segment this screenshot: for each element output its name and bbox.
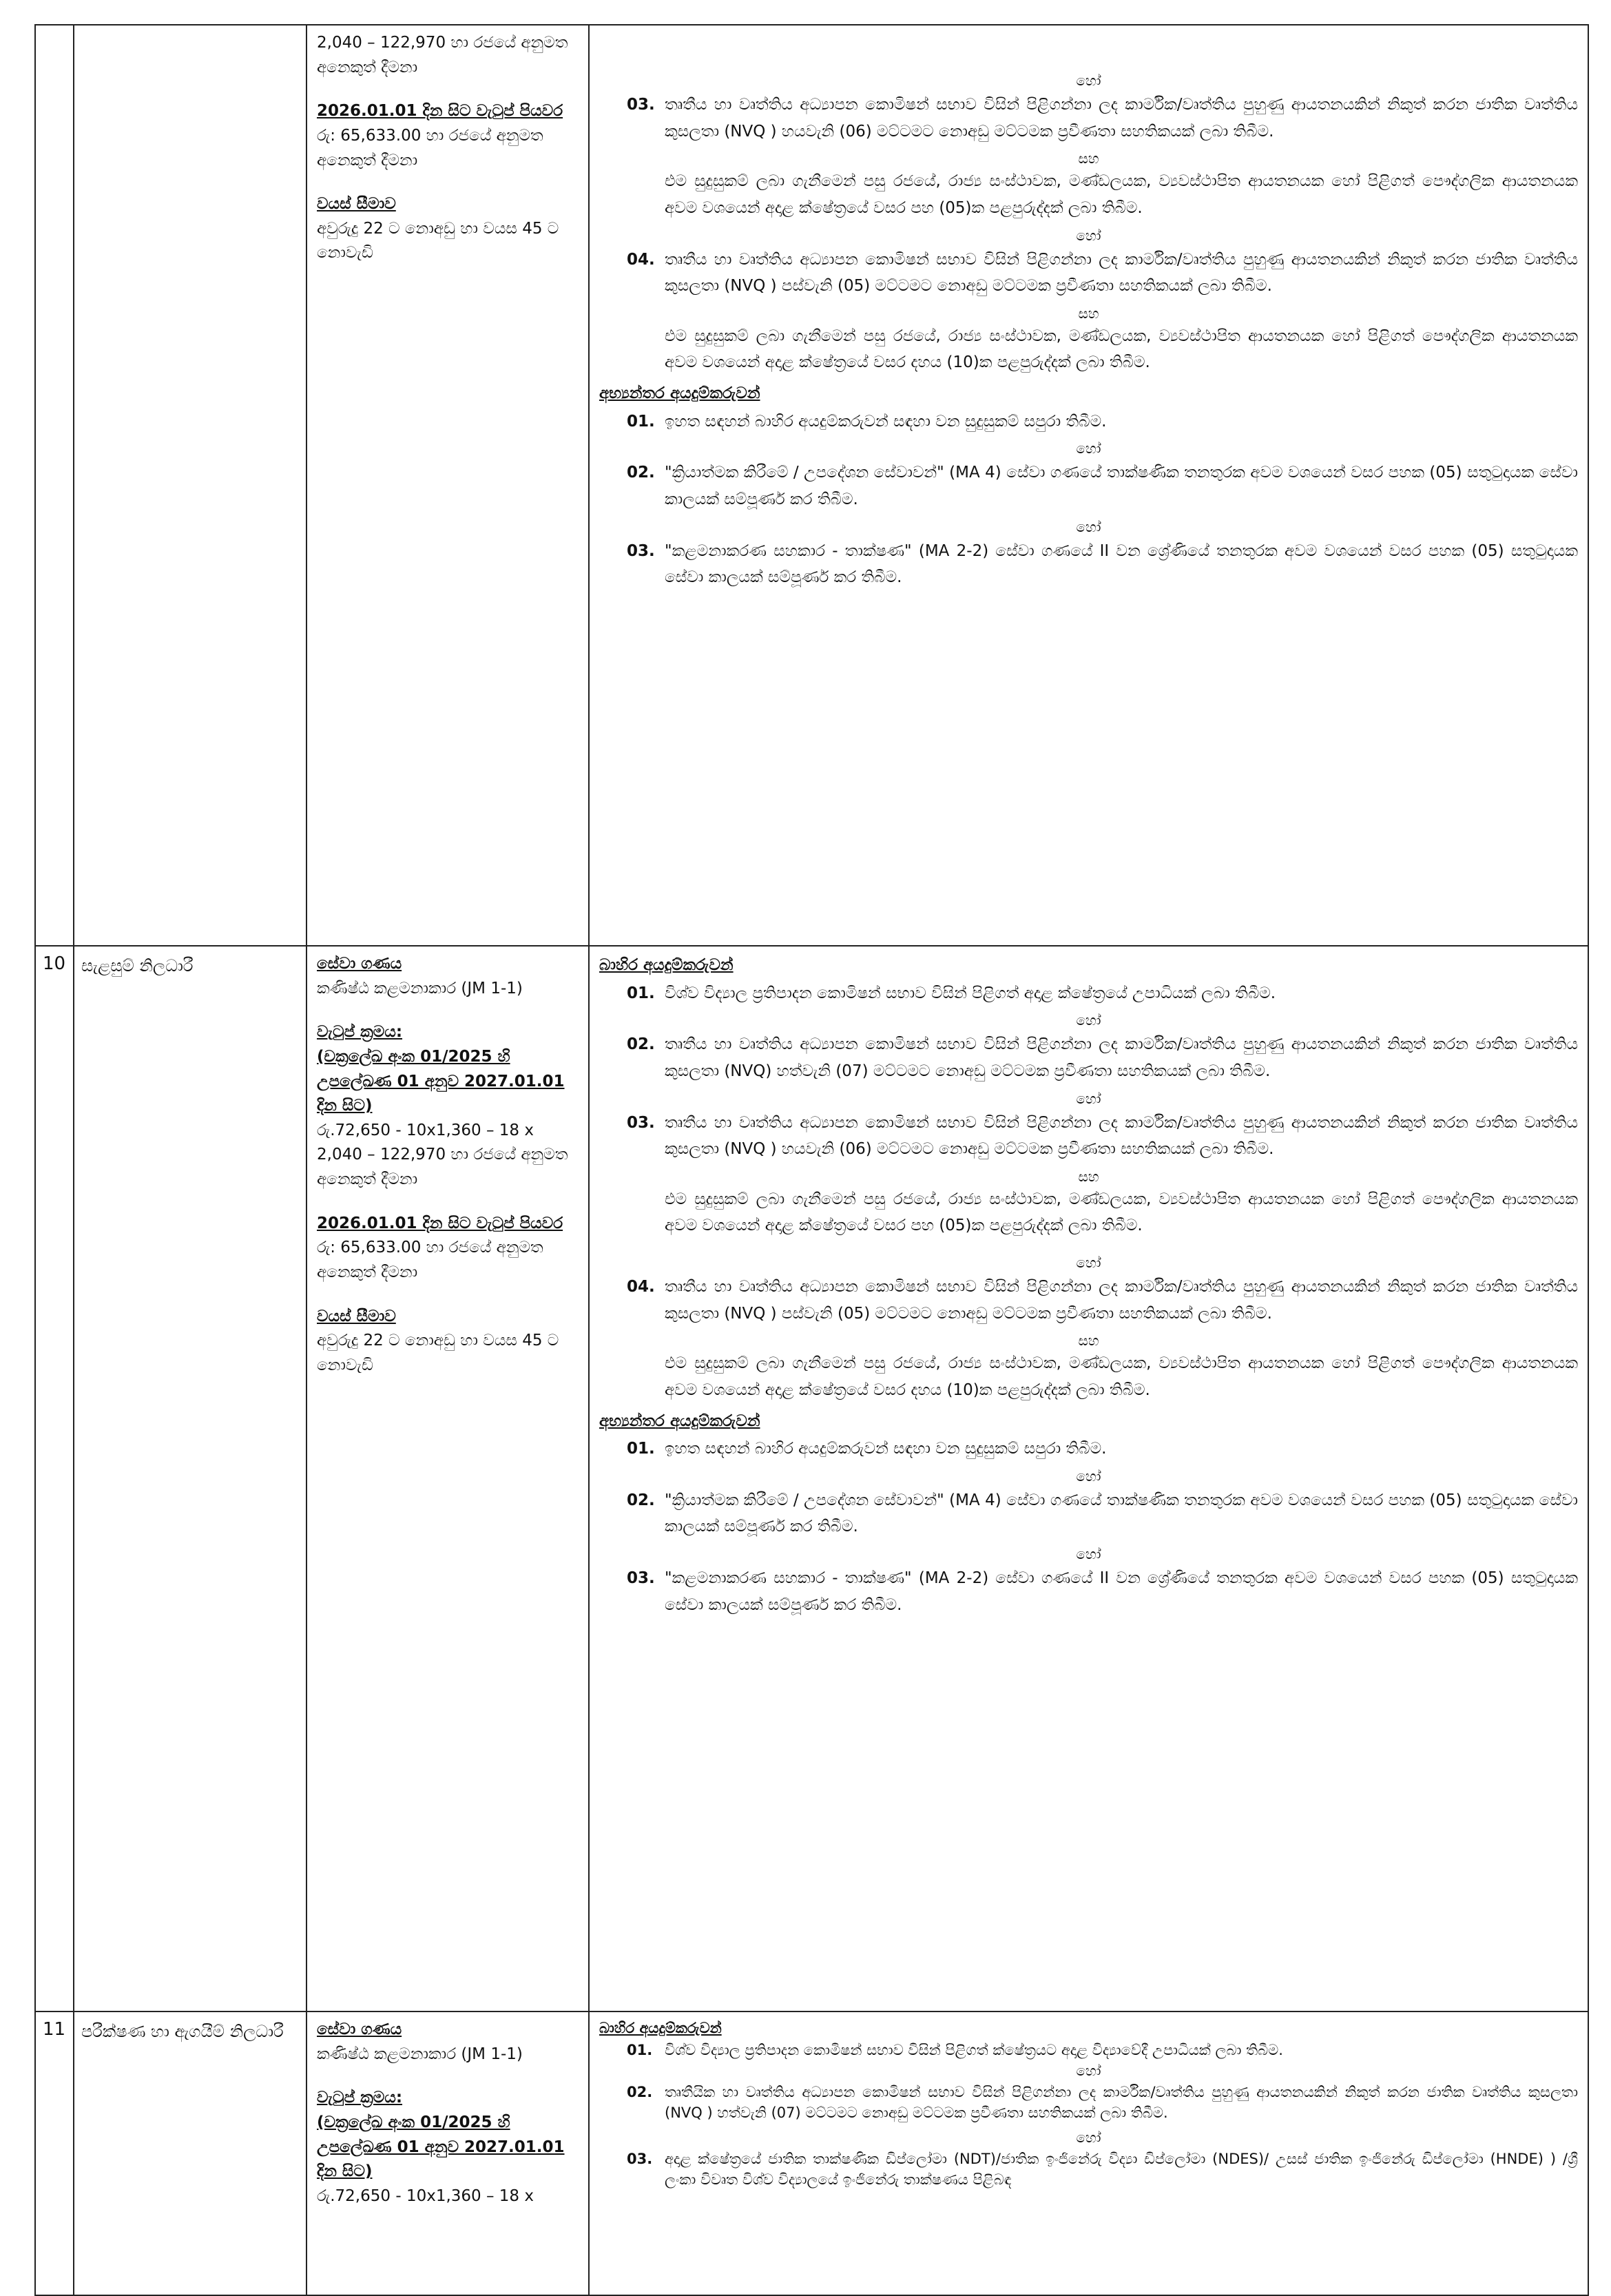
qualifications-cell: [589, 25, 1588, 946]
qualifications-cell: [589, 2011, 1588, 2295]
item-number: 01.: [627, 1440, 655, 1458]
or-separator: හෝ: [1076, 440, 1101, 457]
row-number: 10: [35, 946, 74, 2011]
item-number: 01.: [627, 984, 655, 1002]
or-separator: හෝ: [1076, 518, 1101, 535]
list-item: [599, 1565, 1578, 1618]
item-number: 03.: [627, 541, 655, 560]
salary-circular-note: (චක්‍රලේඛ අංක 01/2025 හි උපලේඛණ 01 අනුව 2027.01.01 දින සිට): [317, 2113, 565, 2181]
service-category-value: කණිෂ්ඨ කළමනාකාර (JM 1-1): [317, 979, 523, 997]
salary-scale: රු.72,650 - 10x1,360 – 18 x: [317, 2186, 534, 2205]
row-number: 11: [35, 2011, 74, 2295]
item-text: තෘතීය හා වෘත්තිය අධ්‍යාපන කොමිෂන් සභාව විසින් පිළිගන්නා ලද කාර්මික/වෘත්තිය පුහුණු ආයතනයකින් නිකුත් කරන ජාතික වෘත්තිය කුසලතා (NVQ ) පස්වැනි (05) මට්ටමට නොඅඩු මට්ටමක ප්‍රවීණතා සහතිකයක් ලබා තිබීම.: [665, 1278, 1578, 1323]
salary-2026-heading: 2026.01.01 දින සිට වැටුප් පියවර: [317, 1214, 563, 1232]
salary-circular-note: (චක්‍රලේඛ අංක 01/2025 හි උපලේඛණ 01 අනුව 2027.01.01 දින සිට): [317, 1047, 565, 1115]
or-separator: හෝ: [1076, 72, 1101, 89]
salary-2026-text: රු: 65,633.00 හා රජයේ අනුමත අනෙකුත් දීමනා: [317, 126, 543, 169]
post-name: පරීක්ෂණ හා ඇගයීම් නිලධාරී: [74, 2011, 306, 2295]
salary-cell: [306, 946, 589, 2011]
item-number: 01.: [627, 412, 655, 431]
item-text: "කළමනාකරණ සහකාර - තාක්ෂණ" (MA 2-2) සේවා ගණයේ II වන ශ්‍රේණියේ තනතුරක අවම වශයෙන් වසර පහක (05) සතුටුදායක සේවා කාලයක් සම්පූර්ණ කර තිබීම.: [665, 541, 1579, 587]
age-limit-text: අවුරුදු 22 ට නොඅඩු හා වයස 45 ට නොවැඩි: [317, 219, 559, 262]
table-row: [35, 2011, 1588, 2295]
post-cell: [74, 25, 306, 946]
qualifications-table: [34, 24, 1589, 2296]
service-category-heading: සේවා ගණය: [317, 2020, 402, 2038]
salary-scheme-heading: වැටුප් ක්‍රමය:: [317, 2089, 403, 2107]
salary-scale: රු.72,650 - 10x1,360 – 18 x 2,040 – 122,970 හා රජයේ අනුමත අනෙකුත් දීමනා: [317, 1121, 568, 1189]
item-text: විශ්ව විද්‍යාල ප්‍රතිපාදන කොමිෂන් සභාව විසින් පිළිගත් ක්ෂේත්‍රයට අදාළ විද්‍යාවේදී උපාධියක් ලබා තිබීම.: [665, 2042, 1283, 2059]
or-separator: හෝ: [1076, 1546, 1101, 1562]
list-item: [599, 1487, 1578, 1540]
list-item: [599, 2149, 1578, 2191]
or-separator: හෝ: [1076, 1012, 1101, 1029]
table-row: [35, 946, 1588, 2011]
or-separator: හෝ: [1076, 2129, 1101, 2146]
item-number: 01.: [627, 2042, 653, 2059]
or-separator: හෝ: [1076, 227, 1101, 244]
item-text: තෘතීය හා වෘත්තිය අධ්‍යාපන කොමිෂන් සභාව විසින් පිළිගන්නා ලද කාර්මික/වෘත්තිය පුහුණු ආයතනයකින් නිකුත් කරන ජාතික වෘත්තිය කුසලතා (NVQ ) පස්වැනි (05) මට්ටමට නොඅඩු මට්ටමක ප්‍රවීණතා සහතිකයක් ලබා තිබීම.: [665, 250, 1578, 296]
item-number: 02.: [627, 1035, 655, 1054]
item-number: 02.: [627, 464, 655, 482]
list-item: [599, 1110, 1578, 1163]
age-limit-heading: වයස් සීමාව: [317, 1307, 396, 1325]
or-separator: හෝ: [1076, 1254, 1101, 1271]
number-cell: [35, 25, 74, 946]
item-number: 02.: [627, 2083, 653, 2100]
or-separator: හෝ: [1076, 1467, 1101, 1485]
list-item: [599, 92, 1578, 145]
table-row: [35, 25, 1588, 946]
item-number: 03.: [627, 1113, 655, 1132]
list-item: [599, 459, 1578, 513]
list-item: [599, 538, 1578, 591]
item-number: 03.: [627, 96, 655, 114]
salary-cell: [306, 2011, 589, 2295]
internal-applicants-heading: අභ්‍යන්තර අයදුම්කරුවන්: [599, 384, 760, 402]
item-number: 04.: [627, 1278, 655, 1296]
list-item: [599, 1436, 1578, 1462]
list-item: [599, 980, 1578, 1007]
or-separator: හෝ: [1076, 1090, 1101, 1107]
item-text: අදාළ ක්ෂේත්‍රයේ ජාතික තාක්ෂණික ඩිප්ලෝමා (NDT)/ජාතික ඉංජිනේරු විද්‍යා ඩිප්ලෝමා (NDES)/ උසස් ජාතික ඉංජිනේරු ඩිප්ලෝමා (HNDE) ) /ශ්‍රී ලංකා විවෘත විශ්ව විද්‍යාලයේ ඉංජිනේරු තාක්ෂණය පිළිබඳ: [665, 2150, 1578, 2189]
and-separator: සහ: [1078, 304, 1099, 322]
or-separator: හෝ: [1076, 2062, 1101, 2079]
age-limit-text: අවුරුදු 22 ට නොඅඩු හා වයස 45 ට නොවැඩි: [317, 1332, 559, 1374]
item-text: එම සුදුසුකම් ලබා ගැනීමෙන් පසු රජයේ, රාජ්‍ය සංස්ථාවක, මණ්ඩලයක, ව්‍යවස්ථාපිත ආයතනයක හෝ පිළිගත් පෞද්ගලික ආයතනයක අවම වශයෙන් අදාළ ක්ෂේත්‍රයේ වසර පහ (05)ක පළපුරුද්දක් ලබා තිබීම.: [665, 172, 1578, 217]
item-text: එම සුදුසුකම් ලබා ගැනීමෙන් පසු රජයේ, රාජ්‍ය සංස්ථාවක, මණ්ඩලයක, ව්‍යවස්ථාපිත ආයතනයක හෝ පිළිගත් පෞද්ගලික ආයතනයක අවම වශයෙන් අදාළ ක්ෂේත්‍රයේ වසර දහය (10)ක පළපුරුද්දක් ලබා තිබීම.: [665, 1354, 1578, 1399]
external-applicants-heading: බාහිර අයදුම්කරුවන්: [599, 2020, 722, 2036]
salary-cell: [306, 25, 589, 946]
list-item: [599, 1274, 1578, 1327]
item-text: ඉහත සඳහන් බාහිර අයදුම්කරුවන් සඳහා වන සුදුසුකම් සපුරා තිබීම.: [665, 1440, 1107, 1458]
item-text: එම සුදුසුකම් ලබා ගැනීමෙන් පසු රජයේ, රාජ්‍ය සංස්ථාවක, මණ්ඩලයක, ව්‍යවස්ථාපිත ආයතනයක හෝ පිළිගත් පෞද්ගලික ආයතනයක අවම වශයෙන් අදාළ ක්ෂේත්‍රයේ වසර පහ (05)ක පළපුරුද්දක් ලබා තිබීම.: [665, 1190, 1578, 1235]
item-number: 03.: [627, 1569, 655, 1587]
salary-scale-tail: 2,040 – 122,970 හා රජයේ අනුමත අනෙකුත් දීමනා: [317, 34, 568, 76]
item-text: විශ්ව විද්‍යාල ප්‍රතිපාදන කොමිෂන් සභාව විසින් පිළිගත් අදාළ ක්ෂේත්‍රයේ උපාධියක් ලබා තිබීම.: [665, 984, 1276, 1002]
item-text: "ක්‍රියාත්මක කිරීමේ / උපදේශන සේවාවන්" (MA 4) සේවා ගණයේ තාක්ෂණික තනතුරක අවම වශයෙන් වසර පහක (05) සතුටුදායක සේවා කාලයක් සම්පූර්ණ කර තිබීම.: [665, 464, 1578, 508]
salary-2026-text: රු: 65,633.00 හා රජයේ අනුමත අනෙකුත් දීමනා: [317, 1239, 543, 1282]
list-item: [599, 2082, 1578, 2124]
internal-applicants-heading: අභ්‍යන්තර අයදුම්කරුවන්: [599, 1411, 760, 1430]
list-item: [599, 1031, 1578, 1084]
item-text: "කළමනාකරණ සහකාර - තාක්ෂණ" (MA 2-2) සේවා ගණයේ II වන ශ්‍රේණියේ තනතුරක අවම වශයෙන් වසර පහක (05) සතුටුදායක සේවා කාලයක් සම්පූර්ණ කර තිබීම.: [665, 1569, 1579, 1614]
item-text: තෘතීය හා වෘත්තිය අධ්‍යාපන කොමිෂන් සභාව විසින් පිළිගන්නා ලද කාර්මික/වෘත්තිය පුහුණු ආයතනයකින් නිකුත් කරන ජාතික වෘත්තිය කුසලතා (NVQ ) හයවැනි (06) මට්ටමට නොඅඩු මට්ටමක ප්‍රවීණතා සහතිකයක් ලබා තිබීම.: [665, 1113, 1578, 1159]
and-separator: සහ: [1078, 150, 1099, 167]
service-category-value: කණිෂ්ඨ කළමනාකාර (JM 1-1): [317, 2045, 523, 2063]
item-text: තෘතීය හා වෘත්තිය අධ්‍යාපන කොමිෂන් සභාව විසින් පිළිගන්නා ලද කාර්මික/වෘත්තිය පුහුණු ආයතනයකින් නිකුත් කරන ජාතික වෘත්තිය කුසලතා (NVQ ) හයවැනි (06) මට්ටමට නොඅඩු මට්ටමක ප්‍රවීණතා සහතිකයක් ලබා තිබීම.: [665, 96, 1578, 141]
item-number: 02.: [627, 1491, 655, 1509]
list-item: [599, 247, 1578, 300]
item-text: තෘතීයික හා වෘත්තිය අධ්‍යාපන කොමිෂන් සභාව විසින් පිළිගන්නා ලද කාර්මික/වෘත්තිය පුහුණු ආයතනයකින් නිකුත් කරන ජාතික වෘත්තිය කුසලතා (NVQ ) හත්වැනි (07) මට්ටමට නොඅඩු මට්ටමක ප්‍රවීණතා සහතිකයක් ලබා තිබීම.: [665, 2083, 1578, 2122]
external-applicants-heading: බාහිර අයදුම්කරුවන්: [599, 956, 734, 974]
item-number: 04.: [627, 250, 655, 269]
salary-scheme-heading: වැටුප් ක්‍රමය:: [317, 1023, 403, 1042]
list-item: [599, 2040, 1578, 2060]
and-separator: සහ: [1078, 1332, 1099, 1349]
qualifications-cell: [589, 946, 1588, 2011]
item-text: "ක්‍රියාත්මක කිරීමේ / උපදේශන සේවාවන්" (MA 4) සේවා ගණයේ තාක්ෂණික තනතුරක අවම වශයෙන් වසර පහක (05) සතුටුදායක සේවා කාලයක් සම්පූර්ණ කර තිබීම.: [665, 1491, 1578, 1536]
and-separator: සහ: [1078, 1168, 1099, 1185]
list-item: [599, 408, 1578, 435]
item-text: ඉහත සඳහන් බාහිර අයදුම්කරුවන් සඳහා වන සුදුසුකම් සපුරා තිබීම.: [665, 412, 1107, 431]
item-number: 03.: [627, 2150, 653, 2167]
service-category-heading: සේවා ගණය: [317, 955, 402, 973]
item-text: තෘතීය හා වෘත්තිය අධ්‍යාපන කොමිෂන් සභාව විසින් පිළිගන්නා ලද කාර්මික/වෘත්තිය පුහුණු ආයතනයකින් නිකුත් කරන ජාතික වෘත්තිය කුසලතා (NVQ) හත්වැනි (07) මට්ටමට නොඅඩු මට්ටමක ප්‍රවීණතා සහතිකයක් ලබා තිබීම.: [665, 1035, 1578, 1080]
age-limit-heading: වයස් සීමාව: [317, 195, 396, 214]
item-text: එම සුදුසුකම් ලබා ගැනීමෙන් පසු රජයේ, රාජ්‍ය සංස්ථාවක, මණ්ඩලයක, ව්‍යවස්ථාපිත ආයතනයක හෝ පිළිගත් පෞද්ගලික ආයතනයක අවම වශයෙන් අදාළ ක්ෂේත්‍රයේ වසර දහය (10)ක පළපුරුද්දක් ලබා තිබීම.: [665, 327, 1578, 372]
post-name: සැළසුම් නිලධාරී: [74, 946, 306, 2011]
salary-2026-heading: 2026.01.01 දින සිට වැටුප් පියවර: [317, 102, 563, 121]
